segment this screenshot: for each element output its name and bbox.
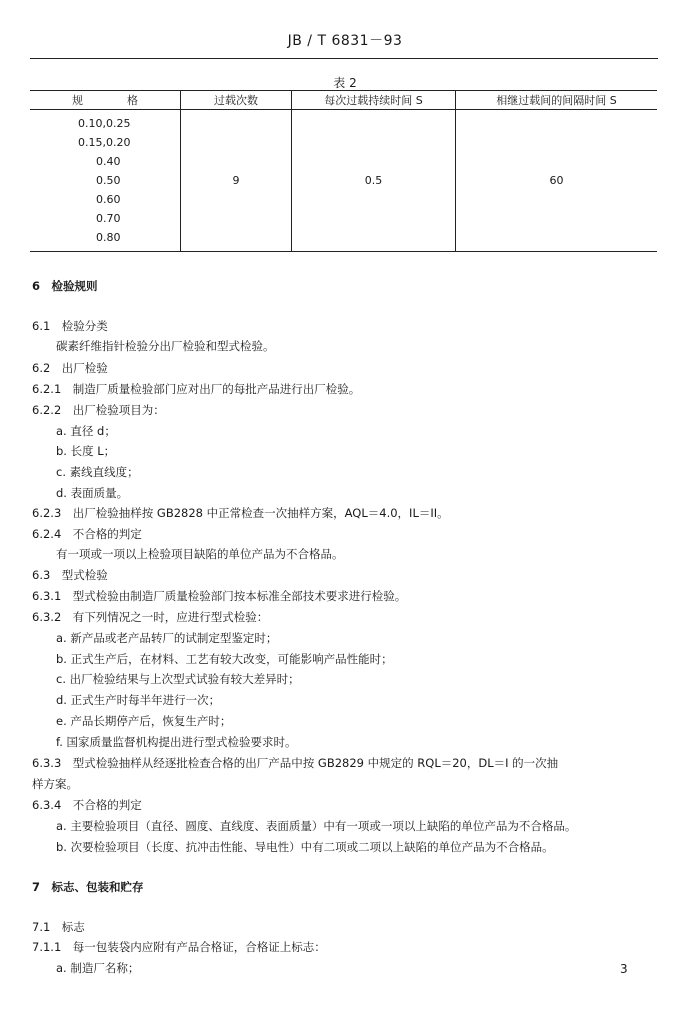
column-header-interval: 相继过载间的间隔时间 S bbox=[456, 91, 658, 110]
paragraph: 6.2.3 出厂检验抽样按 GB2828 中正常检查一次抽样方案，AQL＝4.0，IL＝II。 bbox=[32, 506, 449, 520]
paragraph: 7.1 标志 bbox=[32, 920, 85, 934]
list-item: a. 直径 d； bbox=[56, 424, 116, 438]
paragraph: 6.3 型式检验 bbox=[32, 568, 108, 582]
paragraph: 6.2.1 制造厂质量检验部门应对出厂的每批产品进行出厂检验。 bbox=[32, 382, 361, 396]
paragraph: 6.2 出厂检验 bbox=[32, 361, 108, 375]
column-header-duration: 每次过载持续时间 S bbox=[292, 91, 456, 110]
column-header-spec: 规 格 bbox=[30, 91, 181, 110]
paragraph: 有一项或一项以上检验项目缺陷的单位产品为不合格品。 bbox=[56, 547, 344, 561]
section-heading: 7 标志、包装和贮存 bbox=[32, 880, 144, 894]
table-header-row bbox=[30, 91, 657, 110]
overload-table bbox=[30, 90, 657, 252]
spec-value: 0.60 bbox=[96, 193, 121, 206]
list-item: b. 次要检验项目（长度、抗冲击性能、导电性）中有二项或二项以上缺陷的单位产品为不合格品。 bbox=[56, 840, 554, 854]
column-header-overload-count: 过载次数 bbox=[181, 91, 292, 110]
section-heading: 6 检验规则 bbox=[32, 279, 98, 293]
table-row bbox=[30, 110, 657, 252]
duration-cell: 0.5 bbox=[292, 110, 456, 252]
list-item: d. 表面质量。 bbox=[56, 486, 129, 500]
document-code-header: JB / T 6831－93 bbox=[287, 33, 403, 49]
paragraph: 6.3.2 有下列情况之一时，应进行型式检验： bbox=[32, 610, 269, 624]
list-item: d. 正式生产时每半年进行一次； bbox=[56, 693, 221, 707]
list-item: f. 国家质量监督机构提出进行型式检验要求时。 bbox=[56, 735, 297, 749]
header-divider bbox=[30, 58, 658, 59]
page-number: 3 bbox=[620, 962, 628, 976]
paragraph: 6.3.4 不合格的判定 bbox=[32, 798, 142, 812]
paragraph: 样方案。 bbox=[32, 777, 78, 791]
spec-value: 0.70 bbox=[96, 212, 121, 225]
paragraph: 6.2.2 出厂检验项目为： bbox=[32, 403, 165, 417]
table-title: 表 2 bbox=[333, 76, 357, 90]
list-item: c. 素线直线度； bbox=[56, 465, 139, 479]
list-item: e. 产品长期停产后，恢复生产时； bbox=[56, 714, 232, 728]
paragraph: 碳素纤维指针检验分出厂检验和型式检验。 bbox=[56, 339, 275, 353]
list-item: c. 出厂检验结果与上次型式试验有较大差异时； bbox=[56, 672, 300, 686]
list-item: b. 长度 L； bbox=[56, 444, 116, 458]
spec-value: 0.10,0.25 bbox=[78, 117, 131, 130]
spec-value: 0.80 bbox=[96, 231, 121, 244]
paragraph: 6.3.1 型式检验由制造厂质量检验部门按本标准全部技术要求进行检验。 bbox=[32, 589, 407, 603]
paragraph: 6.2.4 不合格的判定 bbox=[32, 527, 142, 541]
overload-count-cell: 9 bbox=[181, 110, 292, 252]
spec-value: 0.40 bbox=[96, 155, 121, 168]
paragraph: 6.3.3 型式检验抽样从经逐批检查合格的出厂产品中按 GB2829 中规定的 RQL＝20，DL＝I 的一次抽 bbox=[32, 756, 559, 770]
list-item: a. 主要检验项目（直径、圆度、直线度、表面质量）中有一项或一项以上缺陷的单位产品为不合格品。 bbox=[56, 819, 577, 833]
interval-cell: 60 bbox=[456, 110, 658, 252]
list-item: a. 新产品或老产品转厂的试制定型鉴定时； bbox=[56, 631, 278, 645]
spec-cell bbox=[30, 110, 181, 252]
paragraph: 6.1 检验分类 bbox=[32, 319, 108, 333]
spec-value: 0.50 bbox=[96, 174, 121, 187]
list-item: a. 制造厂名称； bbox=[56, 961, 140, 975]
spec-value: 0.15,0.20 bbox=[78, 136, 131, 149]
paragraph: 7.1.1 每一包装袋内应附有产品合格证，合格证上标志： bbox=[32, 940, 326, 954]
list-item: b. 正式生产后，在材料、工艺有较大改变，可能影响产品性能时； bbox=[56, 652, 393, 666]
